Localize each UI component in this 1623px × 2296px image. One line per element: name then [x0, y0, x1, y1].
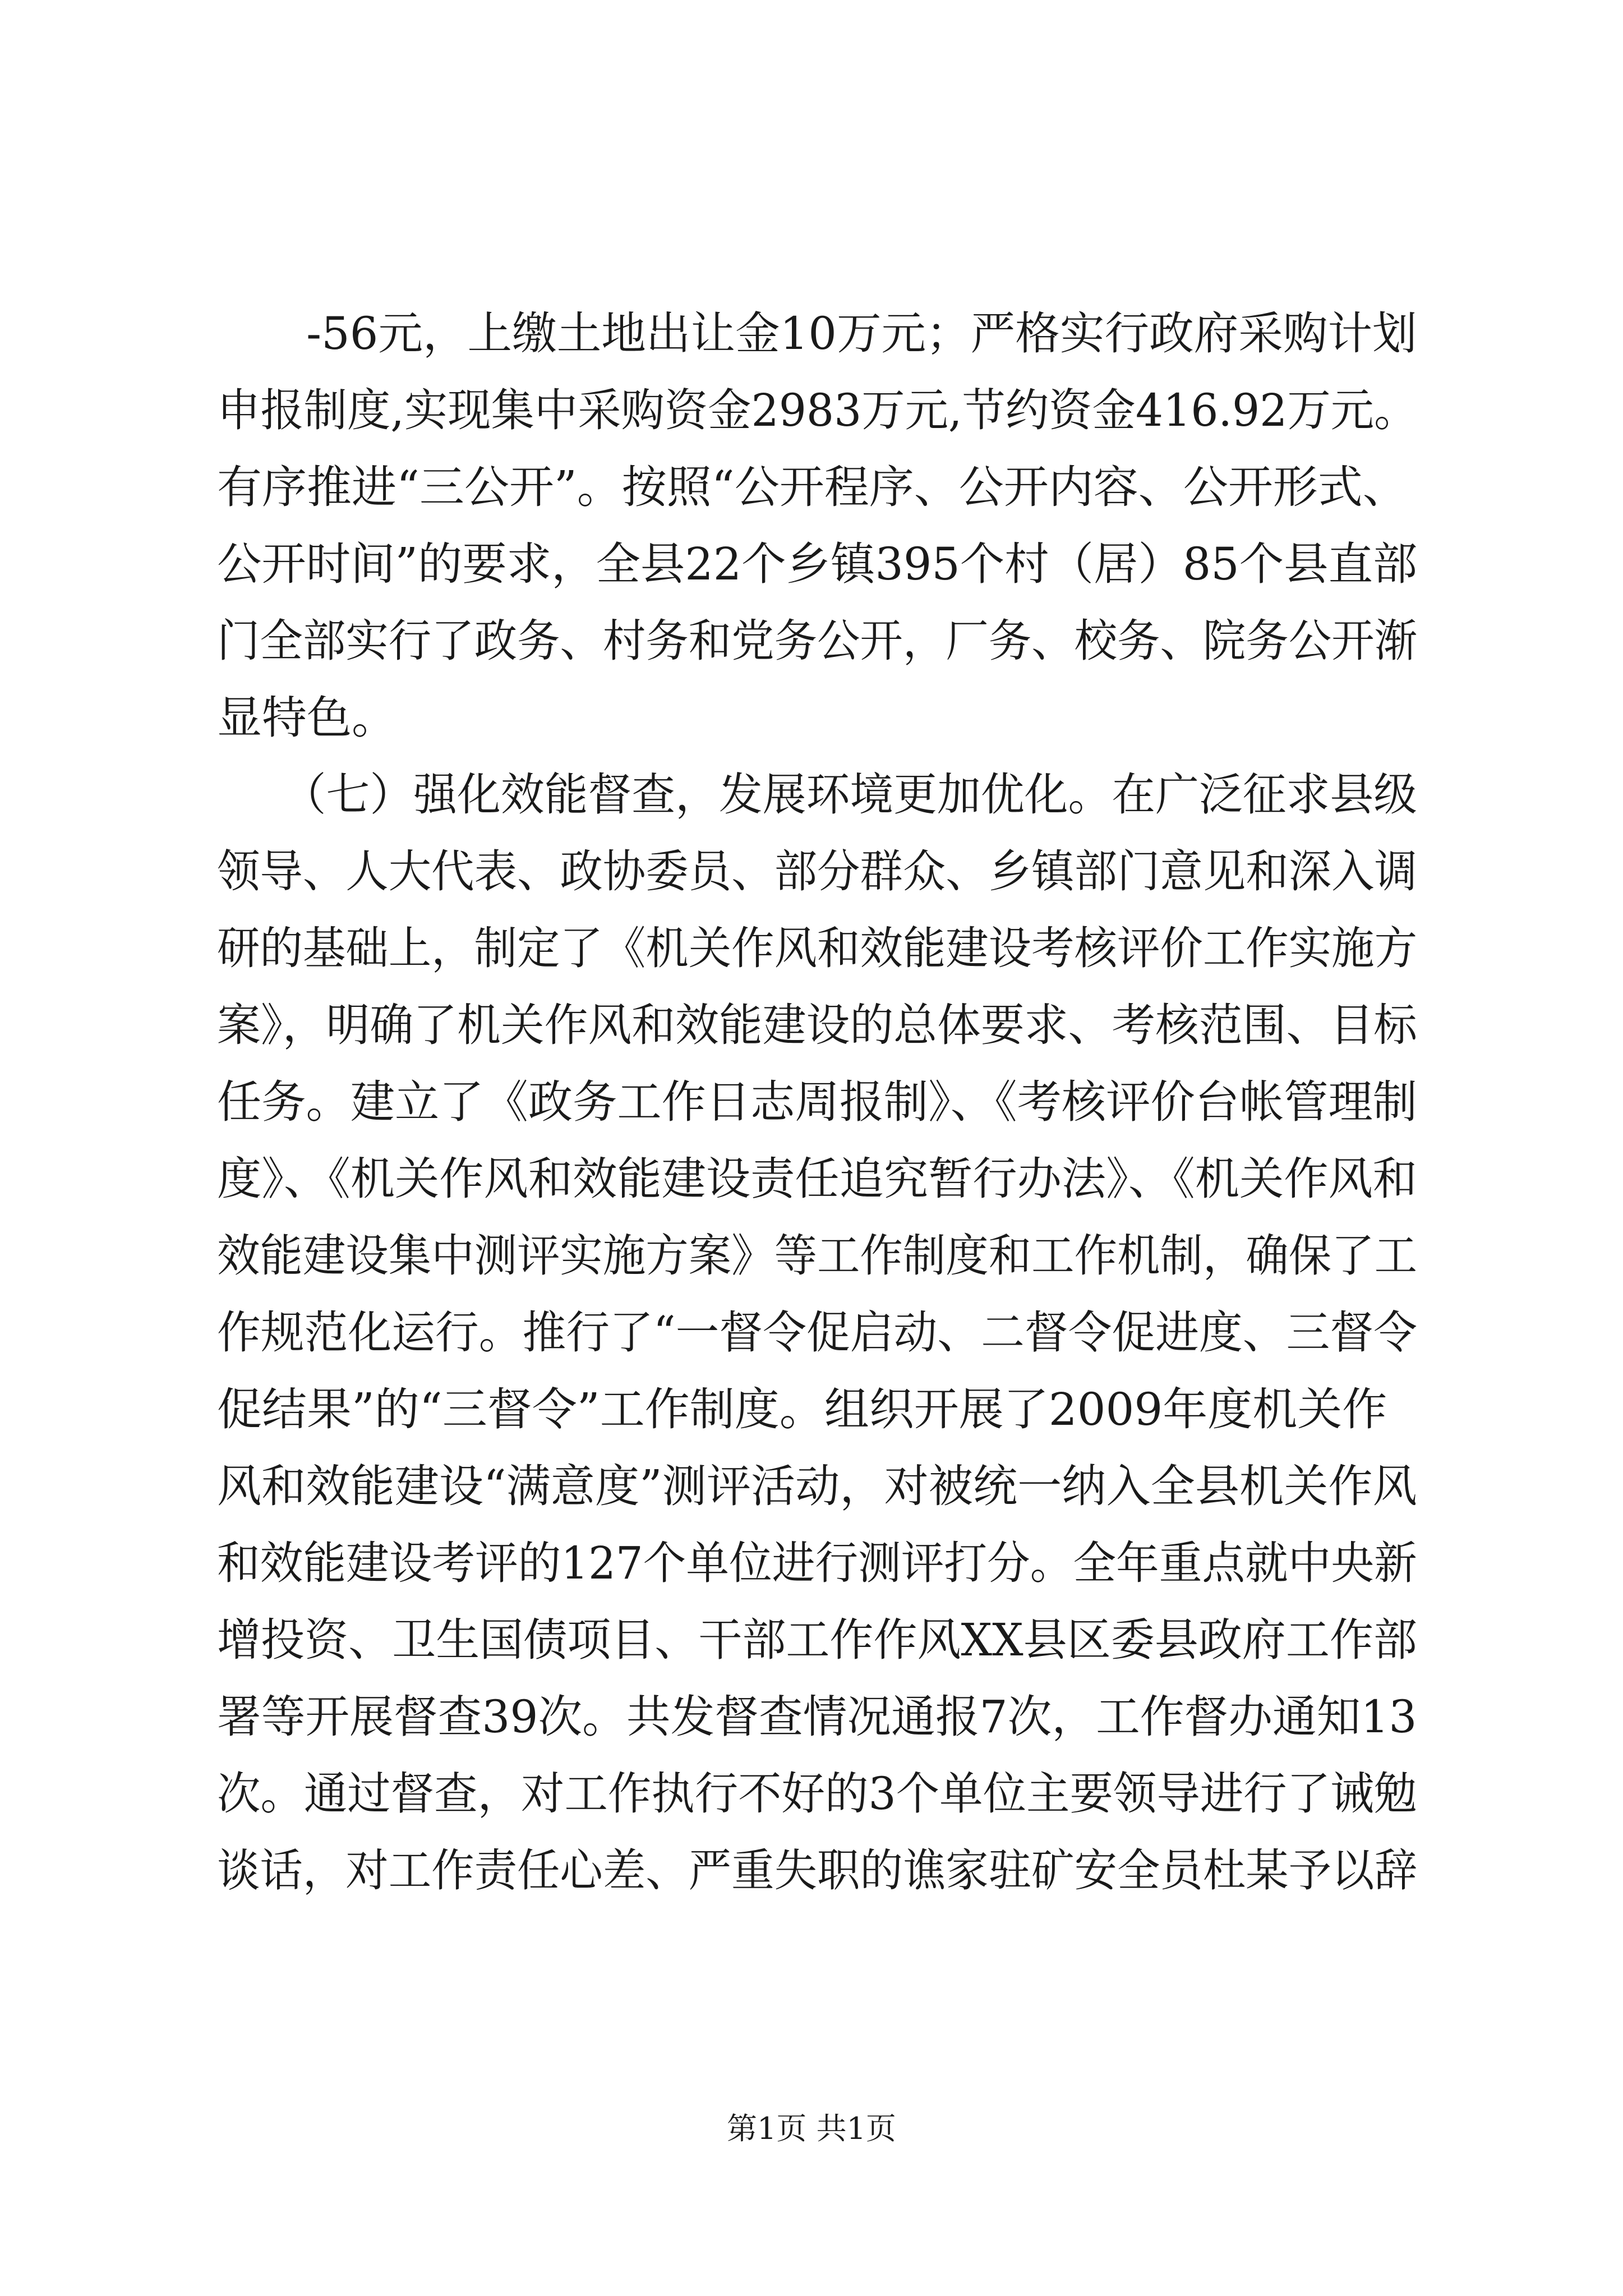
text-line-17: 和效能建设考评的127个单位进行测评打分。全年重点就中央新 — [217, 1537, 1417, 1589]
text-line-1: -56元，上缴土地出让金10万元；严格实行政府采购计划 — [217, 307, 1417, 360]
text-line-10: 案》，明确了机关作风和效能建设的总体要求、考核范围、目标 — [217, 999, 1417, 1051]
text-line-2: 申报制度,实现集中采购资金2983万元,节约资金416.92万元。 — [217, 384, 1418, 436]
text-line-7: （七）强化效能督查，发展环境更加优化。在广泛征求县级 — [217, 769, 1417, 821]
text-line-5: 门全部实行了政务、村务和党务公开，厂务、校务、院务公开渐 — [217, 615, 1417, 667]
text-line-19: 署等开展督查39次。共发督查情况通报7次，工作督办通知13 — [217, 1691, 1417, 1743]
text-line-11: 任务。建立了《政务工作日志周报制》、《考核评价台帐管理制 — [217, 1076, 1417, 1128]
text-line-4: 公开时间”的要求，全县22个乡镇395个村（居）85个县直部 — [217, 538, 1418, 590]
text-line-9: 研的基础上，制定了《机关作风和效能建设考核评价工作实施方 — [217, 922, 1417, 974]
text-line-14: 作规范化运行。推行了“一督令促启动、二督令促进度、三督令 — [217, 1306, 1417, 1359]
page-footer: 第1页 共1页 — [727, 2111, 896, 2146]
text-line-3: 有序推进“三公开”。按照“公开程序、公开内容、公开形式、 — [217, 461, 1408, 513]
text-line-20: 次。通过督查，对工作执行不好的3个单位主要领导进行了诫勉 — [217, 1768, 1417, 1820]
text-line-8: 领导、人大代表、政协委员、部分群众、乡镇部门意见和深入调 — [217, 845, 1417, 898]
text-line-15: 促结果”的“三督令”工作制度。组织开展了2009年度机关作 — [217, 1383, 1387, 1435]
text-line-16: 风和效能建设“满意度”测评活动，对被统一纳入全县机关作风 — [217, 1460, 1417, 1512]
text-line-18: 增投资、卫生国债项目、干部工作作风XX县区委县政府工作部 — [217, 1614, 1417, 1666]
text-line-13: 效能建设集中测评实施方案》等工作制度和工作机制，确保了工 — [217, 1230, 1417, 1282]
text-line-21: 谈话，对工作责任心差、严重失职的谯家驻矿安全员杜某予以辞 — [217, 1844, 1417, 1897]
text-line-12: 度》、《机关作风和效能建设责任追究暂行办法》、《机关作风和 — [217, 1153, 1417, 1205]
text-line-6: 显特色。 — [217, 692, 396, 744]
